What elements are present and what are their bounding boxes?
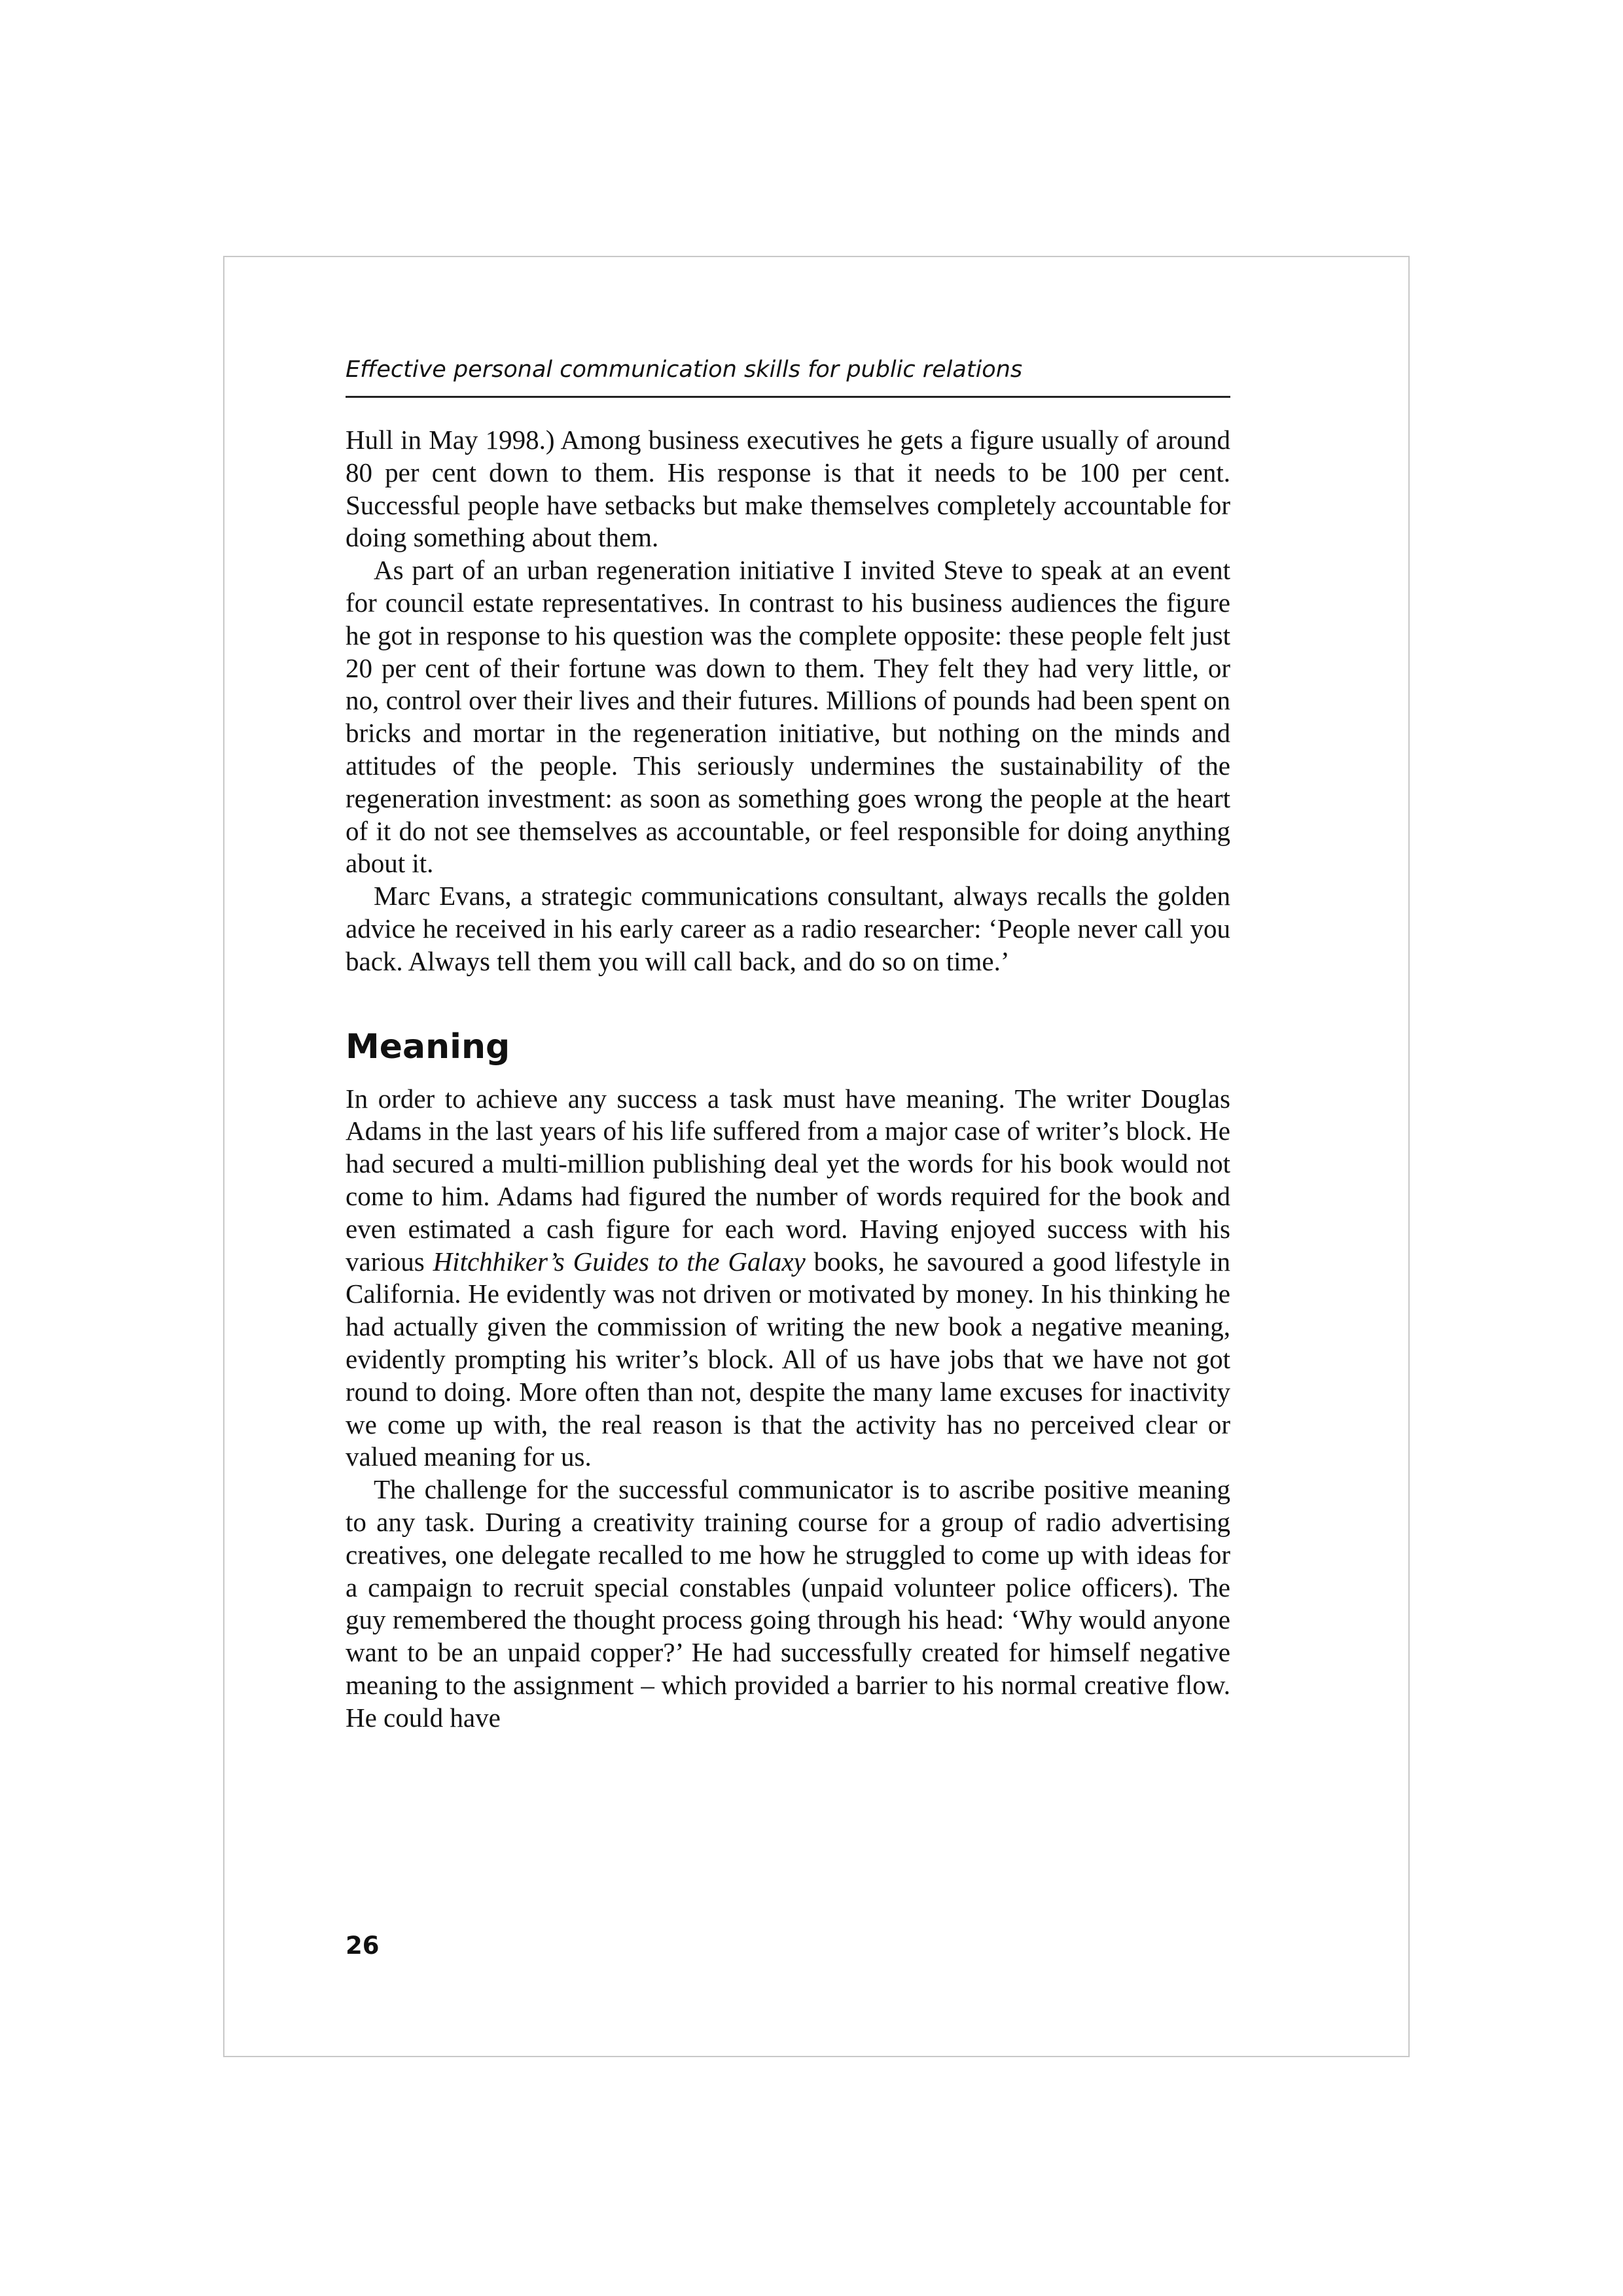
paragraph-3: Marc Evans, a strategic communications consultant, always recalls the golden advice he received in his early career as a radio researcher: ‘People never call you back. Always tell them you will call back, and do so on time.’ — [346, 881, 1230, 976]
running-head: Effective personal communication skills for public relations — [346, 347, 1230, 398]
meaning-paragraph-1 — [346, 1083, 1230, 1474]
page-content — [346, 347, 1230, 1734]
body-text — [346, 424, 1230, 1734]
meaning-paragraph-1-text-a: In order to achieve any success a task must have meaning. The writer Douglas Adams in the last years of his life suffered from a major case of writer’s block. He had secured a multi-million publishing deal yet the words for his book would not come to him. Adams had figured the number of words required for the book and even estimated a cash figure for each word. Having enjoyed success with his various — [346, 1083, 1230, 1277]
paragraph-1: Hull in May 1998.) Among business executives he gets a figure usually of around 80 per cent down to them. His response is that it needs to be 100 per cent. Successful people have setbacks but make themselves completely accountable for doing something about them. — [346, 425, 1230, 553]
meaning-paragraph-1-text-b: books, he savoured a good lifestyle in California. He evidently was not driven or motivated by money. In his thinking he had actually given the commission of writing the new book a negative meaning, evidently prompting his writer’s block. All of us have jobs that we have not got round to doing. More often than not, despite the many lame excuses for inactivity we come up with, the real reason is that the activity has no perceived clear or valued meaning for us. — [346, 1246, 1230, 1472]
page-number: 26 — [346, 1932, 380, 1960]
paragraph-2: As part of an urban regeneration initiative I invited Steve to speak at an event for council estate representatives. In contrast to his business audiences the figure he got in response to his question was the complete opposite: these people felt just 20 per cent of their fortune was down to them. They felt they had very little, or no, control over their lives and their futures. Millions of pounds had been spent on bricks and mortar in the regeneration initiative, but nothing on the minds and attitudes of the people. This seriously undermines the sustainability of the regeneration investment: as soon as something goes wrong the people at the heart of it do not see themselves as accountable, or feel responsible for doing anything about it. — [346, 555, 1230, 879]
section-heading: Meaning — [346, 1027, 510, 1067]
meaning-paragraph-2: The challenge for the successful communicator is to ascribe positive meaning to any task. During a creativity training course for a group of radio advertising creatives, one delegate recalled to me how he struggled to come up with ideas for a campaign to recruit special constables (unpaid volunteer police officers). The guy remembered the thought process going through his head: ‘Why would anyone want to be an unpaid copper?’ He had successfully created for himself negative meaning to the assignment – which provided a barrier to his normal creative flow. He could have — [346, 1474, 1230, 1733]
book-title-italic: Hitchhiker’s Guides to the Galaxy — [433, 1246, 806, 1277]
